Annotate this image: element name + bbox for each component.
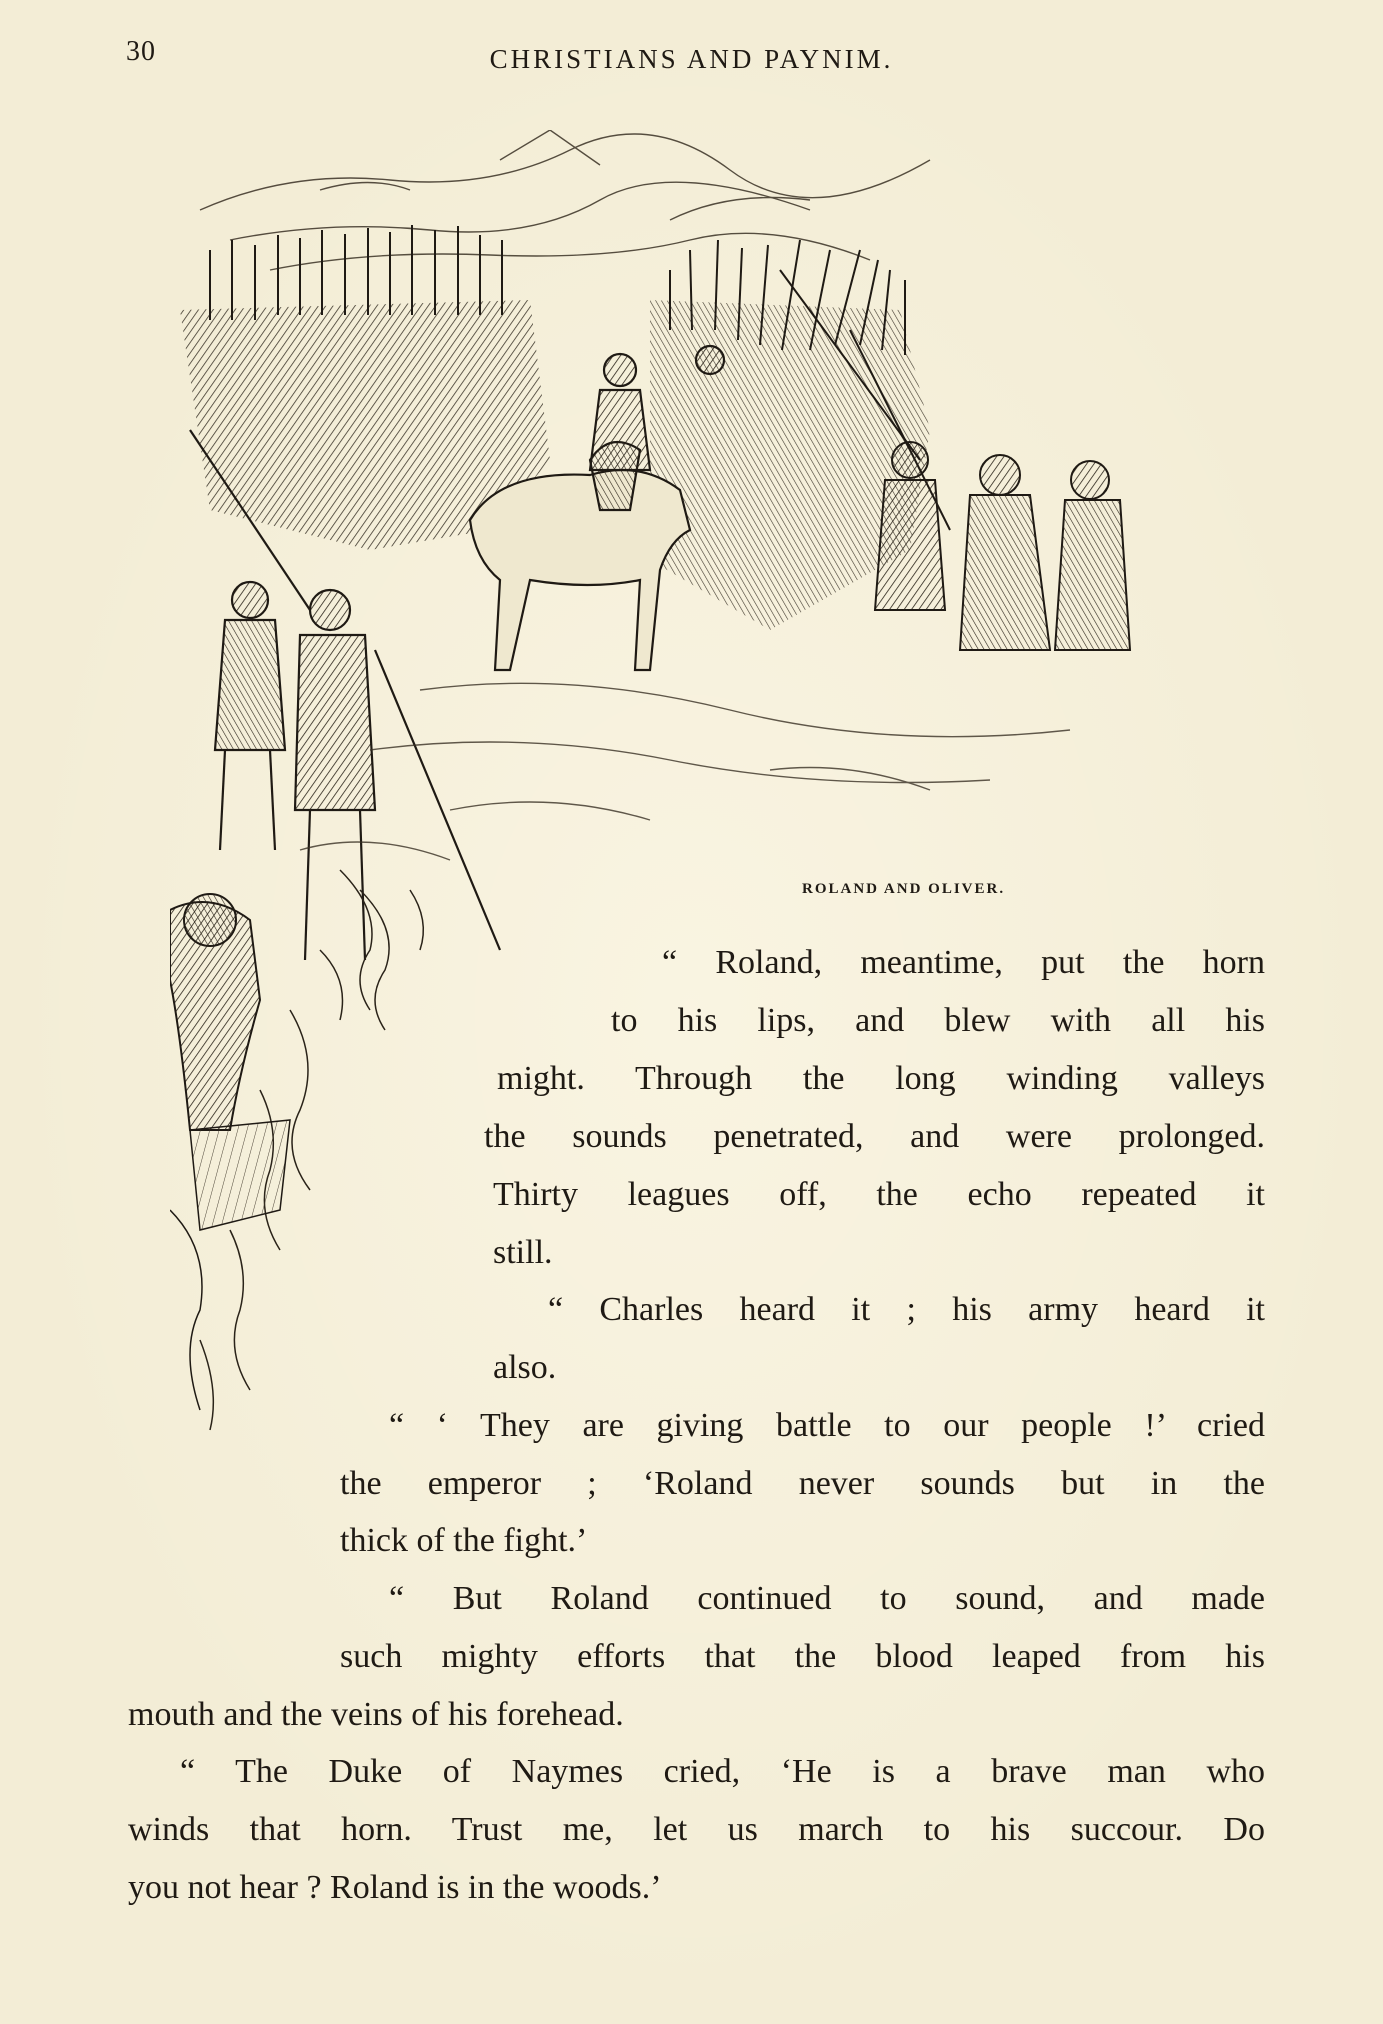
- text-line: also.: [493, 1349, 557, 1386]
- text-line: mouth and the veins of his forehead.: [128, 1696, 624, 1733]
- text-line: to his lips, and blew with all his: [611, 1002, 1265, 1039]
- text-line: such mighty efforts that the blood leaped from his: [340, 1638, 1265, 1675]
- engraving-illustration: [170, 130, 1220, 1690]
- text-line: the sounds penetrated, and were prolonged.: [484, 1118, 1265, 1155]
- running-head: CHRISTIANS AND PAYNIM.: [489, 44, 894, 74]
- text-line: “ Charles heard it ; his army heard it: [548, 1291, 1265, 1328]
- text-line: “ ‘ They are giving battle to our people !’ cried: [389, 1407, 1265, 1444]
- text-line: “ Roland, meantime, put the horn: [662, 944, 1265, 981]
- text-line: still.: [493, 1234, 553, 1271]
- page-number: 30: [126, 36, 156, 67]
- text-line: the emperor ; ‘Roland never sounds but in the: [340, 1465, 1265, 1502]
- illustration-caption: ROLAND AND OLIVER.: [802, 881, 1006, 897]
- text-line: you not hear ? Roland is in the woods.’: [128, 1869, 662, 1906]
- text-line: “ But Roland continued to sound, and made: [389, 1580, 1265, 1617]
- text-line: thick of the fight.’: [340, 1522, 588, 1559]
- text-line: “ The Duke of Naymes cried, ‘He is a brave man who: [180, 1753, 1265, 1790]
- text-line: winds that horn. Trust me, let us march to his succour. Do: [128, 1811, 1265, 1848]
- text-line: might. Through the long winding valleys: [497, 1060, 1265, 1097]
- text-line: Thirty leagues off, the echo repeated it: [493, 1176, 1265, 1213]
